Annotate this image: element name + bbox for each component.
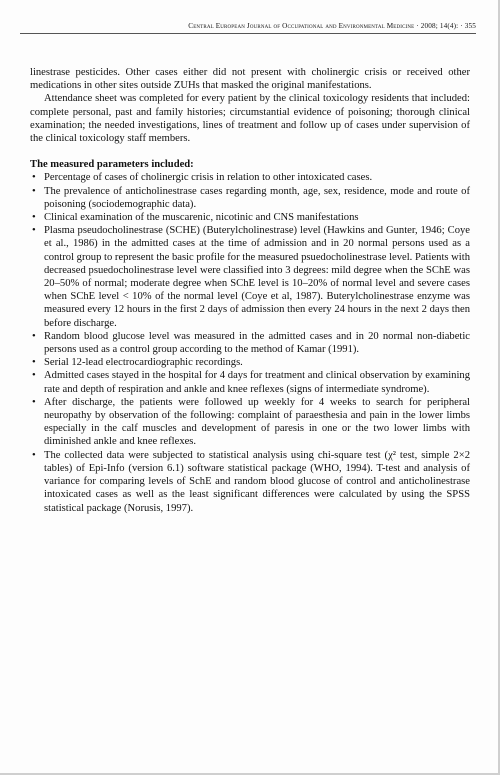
list-item [30, 330, 470, 356]
bullet-icon: • [32, 396, 36, 408]
bullet-icon: • [32, 357, 36, 369]
bullet-icon: • [32, 172, 36, 184]
paragraph-continued: linestrase pesticides. Other cases either did not present with cholinergic crisis or received other medications in other sites outside ZUHs that masked the original manifestations. [30, 67, 470, 92]
list-item-text: Serial 12-lead electrocardiographic recordings. [44, 357, 243, 369]
bullet-icon: • [32, 185, 36, 197]
list-item-text: Percentage of cases of cholinergic crisis in relation to other intoxicated cases. [44, 172, 373, 184]
list-item [30, 396, 470, 449]
bullet-icon: • [32, 330, 36, 342]
bullet-icon: • [32, 225, 36, 237]
list-item [30, 185, 470, 211]
bullet-icon: • [32, 212, 36, 224]
list-item [30, 171, 470, 184]
list-item-text: After discharge, the patients were followed up weekly for 4 weeks to search for peripheral neuropathy by observation of the following: complaint of paraesthesia and pain in the lower limbs especially in the calf muscles and development of paresis in one or the two lower limbs with diminished ankle and knee reflexes. [44, 396, 470, 448]
list-item-text: Plasma pseudocholinestrase (SCHE) (Buterylcholinestrase) level (Hawkins and Gunter, 1946; Coye et al., 1986) in the admitted cases at the time of admission and in 20 normal persons used as a control group to represent the basic profile for the measured psuedocholinestrase level. Patients with decreased psuedocholinestrase level were classified into 3 degrees: mild degree when the SChE was 20–50% of normal; moderate degree when SChE level is 10–20% of normal level and severe cases when SChE level < 10% of the normal level (Coye et al, 1987). Buterylcholinestrase enzyme was measured every 12 hours in the first 2 days of admission then every 24 hours in the next 2 days then before discharge. [44, 225, 470, 329]
list-item [30, 211, 470, 224]
running-header: Central European Journal of Occupational and Environmental Medicine · 2008; 14(4): · 355 [20, 22, 476, 34]
list-item-text: The collected data were subjected to statistical analysis using chi-square test (χ² test, simple 2×2 tables) of Epi-Info (version 6.1) software statistical package (WHO, 1994). T-test and analysis of variance for comparing levels of SchE and random blood glucose of control and anticholinestrase intoxicated cases as well as the least significant differences were calculated by using the SPSS statistical package (Norusis, 1997). [44, 449, 470, 514]
list-item [30, 356, 470, 369]
article-body [30, 66, 470, 515]
section-title: The measured parameters included: [30, 159, 194, 171]
list-item-text: The prevalence of anticholinestrase cases regarding month, age, sex, residence, mode and route of poisoning (sociodemographic data). [44, 185, 470, 210]
list-item-text: Admitted cases stayed in the hospital for 4 days for treatment and clinical observation by examining rate and depth of respiration and ankle and knee reflexes (signs of intermediate syndrome). [44, 370, 470, 395]
list-item [30, 369, 470, 395]
bullet-icon: • [32, 449, 36, 461]
bullet-icon: • [32, 370, 36, 382]
parameters-list [30, 171, 470, 514]
paragraph-attendance: Attendance sheet was completed for every patient by the clinical toxicology residents that included: complete personal, past and family histories; circumstantial evidence of poisoning; thorough clinical examination; the needed investigations, lines of treatment and follow up of cases under supervision of the clinical toxicology staff members. [30, 93, 470, 145]
list-item-text: Random blood glucose level was measured in the admitted cases and in 20 normal non-diabetic persons used as a control group according to the method of Kamar (1991). [44, 330, 470, 356]
list-item [30, 224, 470, 330]
list-item [30, 449, 470, 515]
list-item-text: Clinical examination of the muscarenic, nicotinic and CNS manifestations [44, 212, 359, 224]
